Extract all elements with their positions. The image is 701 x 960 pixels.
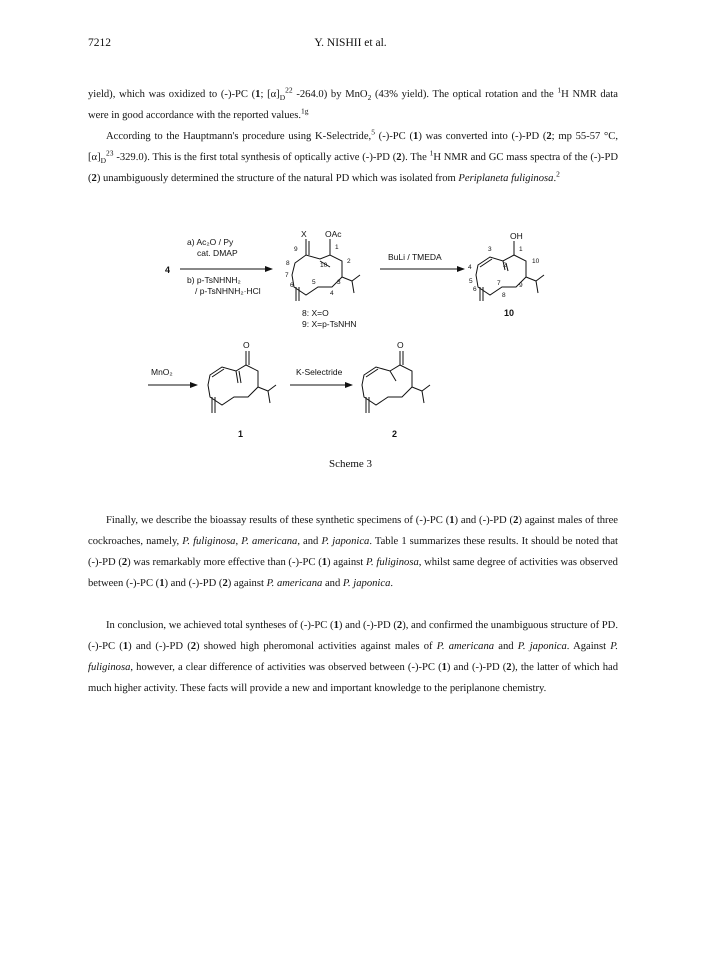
right-atom-3: 3	[488, 246, 492, 253]
right-atom-5: 5	[469, 278, 473, 285]
left-atom-7: 7	[285, 272, 289, 279]
paragraph-3: Finally, we describe the bioassay results of these synthetic specimens of (-)-PC (1) and (-)-PD (2) against males of three cockroaches, namely, P. fuliginosa, P. americana, and P. japonica. Table 1 summarizes these results. It should be noted that (-)-PD (2) was remarkably more effective than (-)-PC (1) against P. fuliginosa, whilst same degree of activities was observed between (-)-PC (1) and (-)-PD (2) against P. americana and P. japonica.	[88, 515, 618, 589]
left-atom-10: 10	[320, 262, 328, 269]
right-atom-2: 2	[503, 262, 507, 269]
right-atom-7: 7	[497, 280, 501, 287]
start-compound-label: 4	[165, 265, 171, 275]
compound-2-oxygen-label: O	[397, 340, 404, 350]
paragraph-2: According to the Hauptmann's procedure using K-Selectride,$^5$ (-)-PC (1) was converted into (-)-PD (2; mp 55-57 °C, $[\alpha]_D^{23}$ -329.0). This is the first total synthesis of optically active (-)-PD (2). The $^1$H NMR and GC mass spectra of the (-)-PD (2) unambiguously determined the structure of the natural PD which was isolated from Periplaneta fuliginosa.$^2$	[88, 127, 619, 184]
left-atom-9: 9	[294, 246, 298, 253]
compound-9-label: 9: X=p-TsNHN	[302, 319, 357, 329]
left-atom-6: 6	[290, 282, 294, 289]
left-atom-4: 4	[330, 290, 334, 297]
scheme-drawing	[0, 225, 701, 455]
reagent-cat-dmap: cat. DMAP	[197, 248, 238, 258]
compound-10-label: 10	[504, 308, 515, 318]
reagent-tsnhnh2: b) p-TsNHNH₂	[187, 275, 241, 285]
scheme-caption: Scheme 3	[328, 458, 373, 470]
compound-1-oxygen-label: O	[243, 340, 250, 350]
compound-8-9-structure	[292, 239, 360, 301]
compound-2-structure	[362, 351, 430, 413]
x-substituent-label: X	[301, 229, 307, 239]
reagent-buli-tmeda: BuLi / TMEDA	[388, 252, 442, 262]
compound-10-structure	[476, 241, 544, 301]
reagent-k-selectride: K-Selectride	[296, 367, 343, 377]
right-atom-1: 1	[519, 246, 523, 253]
reagent-mno2: MnO₂	[151, 367, 173, 377]
left-atom-8: 8	[286, 260, 290, 267]
right-atom-10: 10	[532, 258, 540, 265]
compound-2-label: 2	[392, 429, 398, 439]
reagent-tsnhnh2-hcl: / p-TsNHNH₂·HCl	[195, 286, 261, 296]
right-atom-4: 4	[468, 264, 472, 271]
left-atom-1: 1	[335, 244, 339, 251]
left-atom-5: 5	[312, 279, 316, 286]
reaction-scheme	[0, 225, 701, 455]
reagent-ac2o-py: a) Ac₂O / Py	[187, 237, 234, 247]
paragraph-1: yield), which was oxidized to (-)-PC (1; $[\alpha]_D^{22}$ -264.0) by MnO$_2$ (43% yield). The optical rotation and the $^1$H NMR data were in good accordance with the reported values.$^{1g}$	[88, 85, 618, 121]
left-atom-2: 2	[347, 258, 351, 265]
right-atom-8: 8	[502, 292, 506, 299]
paragraph-4: In conclusion, we achieved total syntheses of (-)-PC (1) and (-)-PD (2), and confirmed the unambiguous structure of PD. (-)-PC (1) and (-)-PD (2) showed high pheromonal activities against males of P. americana and P. japonica. Against P. fuliginosa, however, a clear difference of activities was observed between (-)-PC (1) and (-)-PD (2), the latter of which had much higher activity. These facts will provide a new and important knowledge to the periplanone chemistry.	[88, 620, 618, 694]
right-atom-9: 9	[519, 282, 523, 289]
left-atom-3: 3	[337, 279, 341, 286]
compound-1-structure	[208, 351, 276, 413]
page-number: 7212	[88, 37, 111, 49]
oh-label: OH	[510, 231, 523, 241]
running-title: Y. NISHII et al.	[314, 37, 387, 49]
compound-8-label: 8: X=O	[302, 308, 329, 318]
oac-label: OAc	[325, 229, 342, 239]
compound-1-label: 1	[238, 429, 244, 439]
right-atom-6: 6	[473, 286, 477, 293]
